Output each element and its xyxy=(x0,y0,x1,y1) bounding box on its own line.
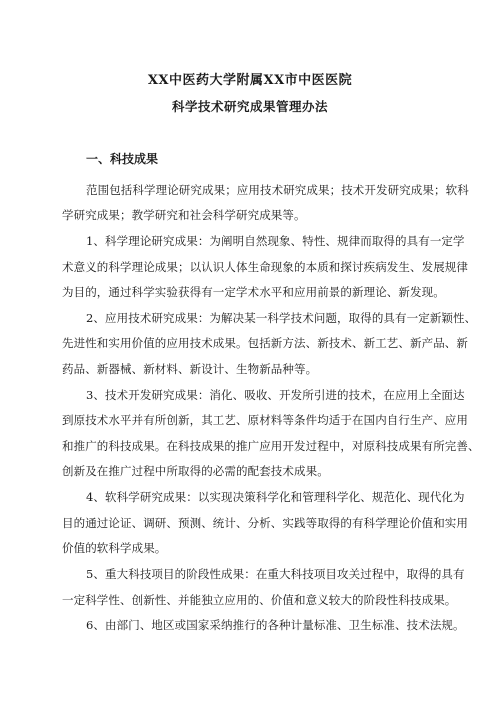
body-line: 一定科学性、创新性、并能独立应用的、价值和意义较大的阶段性科技成果。 xyxy=(62,593,457,607)
body-line: 2、应用技术研究成果：为解决某一科学技术问题，取得的具有一定新颖性、 xyxy=(86,311,477,325)
document-title-regulation: 科学技术研究成果管理办法 xyxy=(171,99,328,114)
body-line: 3、技术开发研究成果：消化、吸收、开发所引进的技术，在应用上全面达 xyxy=(86,388,465,402)
body-line: 1、科学理论研究成果：为阐明自然现象、特性、规律而取得的具有一定学 xyxy=(86,234,465,248)
body-line: 5、重大科技项目的阶段性成果：在重大科技项目攻关过程中，取得的具有 xyxy=(86,567,465,581)
body-line: 为目的，通过科学实验获得有一定学术水平和应用前景的新理论、新发现。 xyxy=(62,285,445,299)
body-line: 药品、新器械、新材料、新设计、生物新品种等。 xyxy=(62,362,318,376)
section-heading-achievements: 一、科技成果 xyxy=(86,152,159,166)
body-line: 创新及在推广过程中所取得的必需的配套技术成果。 xyxy=(62,464,329,478)
body-line: 6、由部门、地区或国家采纳推行的各种计量标准、卫生标准、技术法规。 xyxy=(86,618,465,632)
body-line: 学研究成果；教学研究和社会科学研究成果等。 xyxy=(62,208,306,222)
body-line: 和推广的科技成果。在科技成果的推广应用开发过程中，对原科技成果有所完善、 xyxy=(62,439,480,453)
document-title-hospital: XX中医药大学附属XX市中医医院 xyxy=(147,73,353,88)
body-line: 到原技术水平并有所创新，其工艺、原材料等条件均适于在国内自行生产、应用 xyxy=(62,413,468,427)
body-line: 价值的软科学成果。 xyxy=(62,541,167,555)
body-line: 目的通过论证、调研、预测、统计、分析、实践等取得的有科学理论价值和实用 xyxy=(62,516,468,530)
body-line: 4、软科学研究成果：以实现决策科学化和管理科学化、规范化、现代化为 xyxy=(86,490,465,504)
body-line: 术意义的科学理论成果；以认识人体生命现象的本质和探讨疾病发生、发展规律 xyxy=(62,260,468,274)
body-line: 范围包括科学理论研究成果；应用技术研究成果；技术开发研究成果；软科 xyxy=(86,183,469,197)
body-line: 先进性和实用价值的应用技术成果。包括新方法、新技术、新工艺、新产品、新 xyxy=(62,336,468,350)
